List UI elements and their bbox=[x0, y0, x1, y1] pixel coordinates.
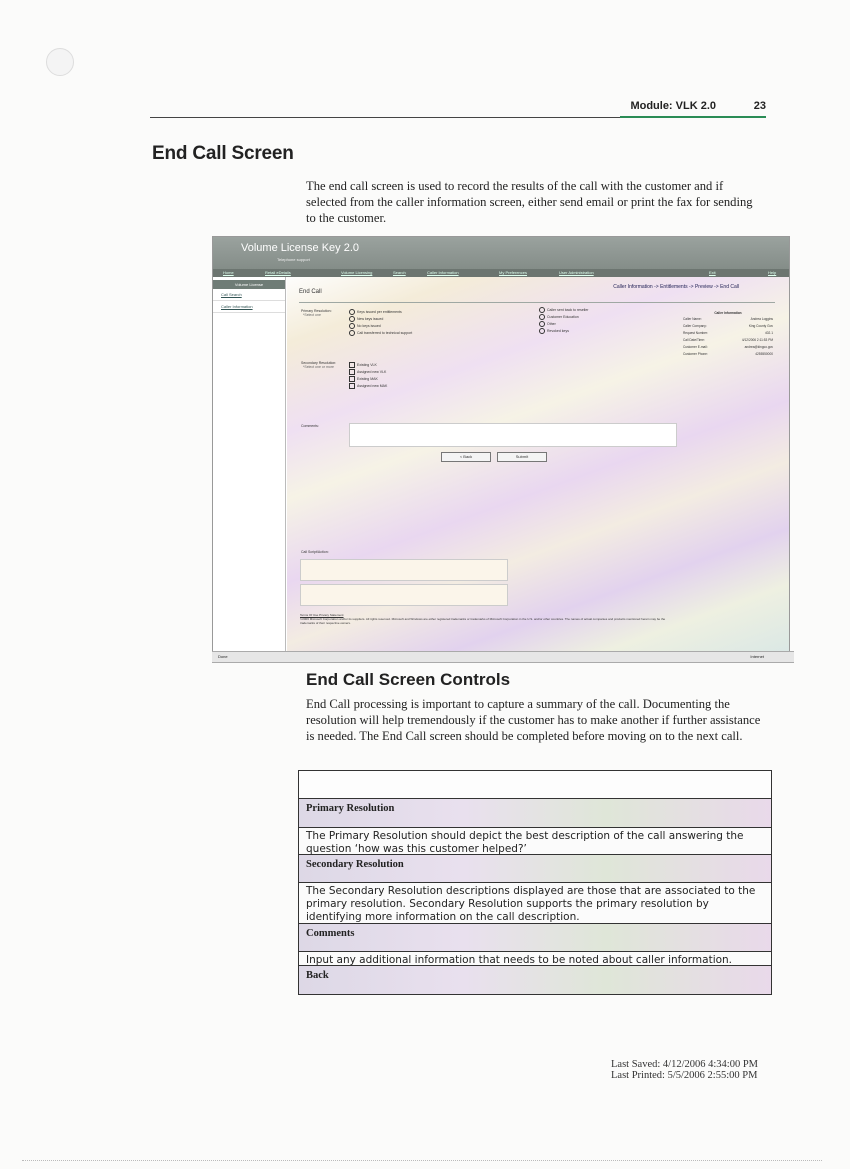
option-label: Assigned new VLK bbox=[357, 369, 387, 374]
page-title: End Call bbox=[299, 289, 322, 295]
footer-copyright: ©2006 Microsoft Corporation and/or its suppliers. All rights reserved. Microsoft and Windows are either registered trademarks or trademarks of Microsoft Corporation in the U.S. and/or other countries. The names of actual companies and products mentioned herein may be the trademarks of their respective owners. bbox=[300, 617, 666, 625]
caller-info-label: Call Date/Time: bbox=[683, 338, 705, 342]
sidebar bbox=[213, 277, 286, 651]
secondary-option[interactable] bbox=[349, 369, 386, 375]
option-label: No keys issued bbox=[357, 323, 381, 328]
table-header-cell: Back bbox=[299, 966, 771, 994]
primary-option[interactable] bbox=[349, 316, 383, 322]
app-subtitle: Telephone support bbox=[277, 257, 310, 262]
secondary-hint: *Select one or more bbox=[303, 365, 334, 369]
radio-icon bbox=[539, 321, 545, 327]
table-body-cell: Input any additional information that needs to be noted about caller information. bbox=[299, 952, 771, 966]
primary-resolution-label: Primary Resolution: bbox=[301, 309, 332, 313]
caller-info-label: Request Number: bbox=[683, 331, 708, 335]
scan-edge-marks bbox=[22, 1160, 822, 1162]
radio-icon bbox=[349, 323, 355, 329]
document-footer bbox=[611, 1059, 758, 1081]
sidebar-header: Volume License bbox=[213, 280, 285, 289]
title-divider bbox=[299, 302, 775, 303]
option-label: New keys issued bbox=[357, 316, 384, 321]
option-label: Existing MAK bbox=[357, 376, 378, 381]
radio-icon bbox=[539, 328, 545, 334]
nav-volume[interactable]: Volume Licensing bbox=[341, 270, 373, 275]
caller-info-title: Caller Information bbox=[714, 311, 742, 315]
nav-home[interactable]: Home bbox=[223, 270, 234, 275]
submit-button[interactable]: Submit bbox=[497, 452, 547, 462]
call-script-box bbox=[300, 559, 508, 581]
caller-info-label: Caller Name: bbox=[683, 317, 702, 321]
secondary-resolution-label: Secondary Resolution: bbox=[301, 361, 337, 365]
intro-paragraph: The end call screen is used to record the results of the call with the customer and if selected from the caller information screen, either send email or print the fax for sending to the customer. bbox=[306, 179, 753, 225]
call-action-box bbox=[300, 584, 508, 606]
nav-retail[interactable]: Retail eDetails bbox=[265, 270, 291, 275]
nav-preferences[interactable]: My Preferences bbox=[499, 270, 528, 275]
caller-info-value: Andrea Loggins bbox=[750, 317, 773, 321]
end-call-screenshot bbox=[212, 236, 790, 652]
caller-info-value: 4255550000 bbox=[755, 352, 773, 356]
radio-icon bbox=[539, 307, 545, 313]
option-label: Call transferred to technical support bbox=[357, 330, 413, 335]
caller-info-row bbox=[683, 352, 773, 359]
caller-info-value: 4/12/2006 2:11:53 PM bbox=[741, 338, 773, 342]
option-label: Caller sent back to reseller bbox=[547, 307, 589, 312]
controls-table bbox=[298, 770, 772, 995]
caller-info-value: King County Gov bbox=[748, 324, 773, 328]
status-zone: Internet bbox=[750, 654, 764, 659]
top-nav bbox=[213, 269, 789, 277]
header-accent-rule bbox=[620, 116, 766, 118]
primary-option[interactable] bbox=[539, 328, 569, 334]
last-printed: Last Printed: 5/5/2006 2:55:00 PM bbox=[611, 1070, 758, 1081]
status-done: Done bbox=[218, 654, 228, 659]
radio-icon bbox=[349, 316, 355, 322]
caller-info-label: Customer E-mail: bbox=[683, 345, 708, 349]
option-label: Assigned new MAK bbox=[357, 383, 388, 388]
nav-help[interactable]: Help bbox=[768, 270, 777, 275]
call-script-label: Call Script/Action: bbox=[301, 550, 329, 554]
nav-caller-info[interactable]: Caller Information bbox=[427, 270, 459, 275]
nav-exit[interactable]: Exit bbox=[709, 270, 716, 275]
caller-info-row bbox=[683, 345, 773, 352]
primary-hint: *Select one bbox=[303, 313, 321, 317]
option-label: Customer Education bbox=[547, 314, 579, 319]
radio-icon bbox=[349, 309, 355, 315]
checkbox-icon bbox=[349, 376, 355, 382]
nav-search[interactable]: Search bbox=[393, 270, 406, 275]
app-title: Volume License Key 2.0 bbox=[241, 242, 360, 254]
caller-info-value: 402.1 bbox=[765, 331, 773, 335]
checkbox-icon bbox=[349, 383, 355, 389]
section-title: End Call Screen bbox=[152, 143, 294, 164]
sidebar-item-call-search[interactable]: Call Search bbox=[213, 289, 285, 301]
caller-info-row bbox=[683, 331, 773, 338]
primary-option[interactable] bbox=[349, 323, 381, 329]
table-body-cell: The Primary Resolution should depict the best description of the call answering the question ‘how was this customer helped?’ bbox=[299, 828, 771, 855]
comments-input[interactable] bbox=[349, 423, 677, 447]
radio-icon bbox=[539, 314, 545, 320]
footer-links[interactable]: Terms Of Use Privacy Statement bbox=[300, 613, 344, 617]
primary-option[interactable] bbox=[539, 307, 588, 313]
primary-option[interactable] bbox=[349, 309, 402, 315]
browser-status-bar bbox=[212, 651, 794, 663]
caller-info-row bbox=[683, 317, 773, 324]
caller-info-row bbox=[683, 324, 773, 331]
module-label: Module: VLK 2.0 bbox=[630, 100, 716, 112]
breadcrumb: Caller Information -> Entitlements -> Preview -> End Call bbox=[613, 284, 739, 290]
option-label: Keys issued per entitlements bbox=[357, 309, 402, 314]
primary-option[interactable] bbox=[349, 330, 412, 336]
punch-hole bbox=[46, 48, 74, 76]
controls-title: End Call Screen Controls bbox=[306, 670, 511, 689]
caller-info-label: Customer Phone: bbox=[683, 352, 708, 356]
caller-info-row bbox=[683, 338, 773, 345]
primary-option[interactable] bbox=[539, 314, 579, 320]
page-header bbox=[150, 100, 766, 118]
checkbox-icon bbox=[349, 369, 355, 375]
table-blank-row bbox=[299, 771, 771, 799]
caller-info-label: Caller Company: bbox=[683, 324, 707, 328]
main-panel bbox=[287, 277, 789, 651]
secondary-option[interactable] bbox=[349, 376, 378, 382]
table-header-cell: Secondary Resolution bbox=[299, 855, 771, 883]
nav-user-admin[interactable]: User Administration bbox=[559, 270, 594, 275]
option-label: Revoked keys bbox=[547, 328, 569, 333]
page-number: 23 bbox=[753, 100, 766, 112]
checkbox-icon bbox=[349, 362, 355, 368]
controls-paragraph: End Call processing is important to capture a summary of the call. Documenting the resolution will help tremendously if the customer has to make another if further assistance is needed. The End Call screen should be completed before moving on to the next call. bbox=[306, 697, 761, 743]
page-footer bbox=[300, 613, 680, 625]
caller-info-panel bbox=[683, 311, 773, 359]
radio-icon bbox=[349, 330, 355, 336]
table-body-cell: The Secondary Resolution descriptions displayed are those that are associated to the primary resolution. Secondary Resolution supports the primary resolution by identifying more information on the call description. bbox=[299, 883, 771, 924]
option-label: Other bbox=[547, 321, 556, 326]
caller-info-value: andrea@kingco.gov bbox=[744, 345, 773, 349]
option-label: Existing VLK bbox=[357, 362, 377, 367]
back-button[interactable]: < Back bbox=[441, 452, 491, 462]
comments-label: Comments: bbox=[301, 424, 319, 428]
sidebar-item-caller-information[interactable]: Caller Information bbox=[213, 301, 285, 313]
secondary-option[interactable] bbox=[349, 383, 387, 389]
table-header-cell: Primary Resolution bbox=[299, 799, 771, 828]
secondary-option[interactable] bbox=[349, 362, 377, 368]
table-header-cell: Comments bbox=[299, 924, 771, 952]
primary-option[interactable] bbox=[539, 321, 556, 327]
last-saved: Last Saved: 4/12/2006 4:34:00 PM bbox=[611, 1059, 758, 1070]
